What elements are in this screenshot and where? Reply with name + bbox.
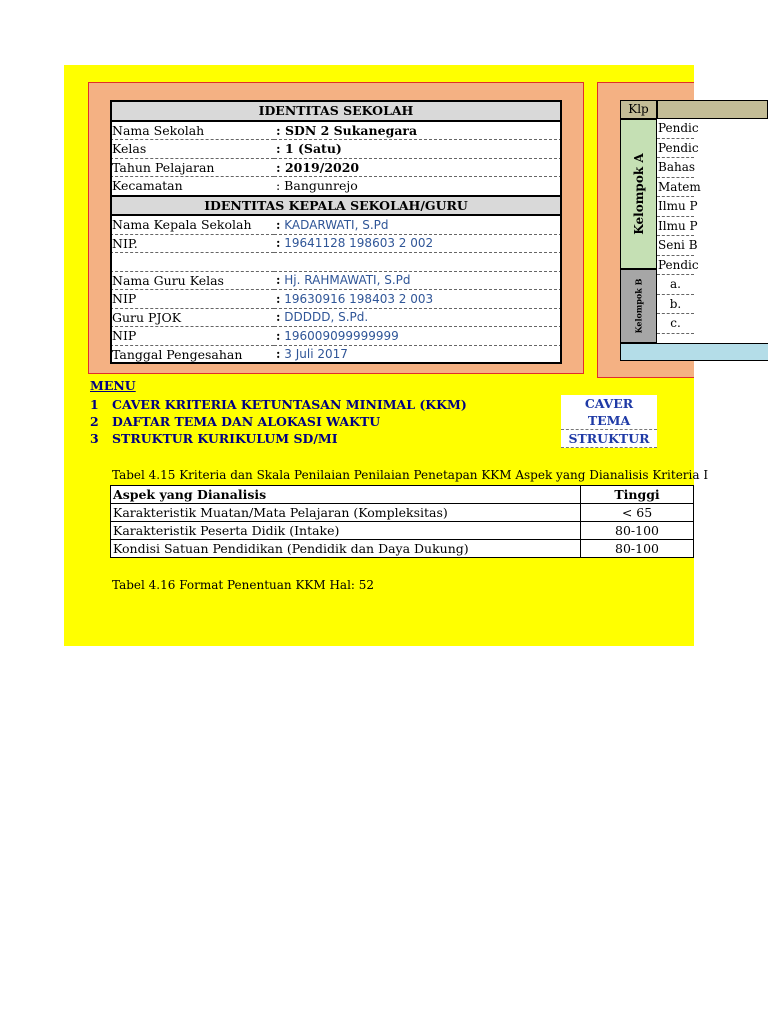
kecamatan-label: Kecamatan bbox=[110, 177, 274, 196]
aspek-cell[interactable]: Karakteristik Muatan/Mata Pelajaran (Kompleksitas) bbox=[111, 504, 581, 522]
subject-a-8[interactable]: Pendic bbox=[657, 256, 694, 276]
subject-a-2[interactable]: Pendic bbox=[657, 139, 694, 159]
subject-b-2[interactable]: b. bbox=[657, 295, 694, 315]
colon: : bbox=[276, 273, 281, 288]
kepala-sekolah-label: Nama Kepala Sekolah bbox=[110, 215, 274, 234]
guru-kelas-label: Nama Guru Kelas bbox=[110, 271, 274, 290]
table-row bbox=[110, 308, 562, 327]
table-row-empty bbox=[110, 253, 562, 272]
guru-kelas-name: Hj. RAHMAWATI, S.Pd bbox=[284, 273, 411, 288]
guru-kelas-value[interactable] bbox=[274, 271, 562, 290]
klp-footer-bar bbox=[620, 343, 768, 361]
subject-a-6[interactable]: Ilmu P bbox=[657, 217, 694, 237]
struktur-button[interactable]: STRUKTUR bbox=[561, 430, 657, 448]
subject-b-1[interactable]: a. bbox=[657, 275, 694, 295]
table-415-caption: Tabel 4.15 Kriteria dan Skala Penilaian Penilaian Penetapan KKM Aspek yang Dianalisis Kriteria I bbox=[112, 468, 709, 482]
table-row bbox=[110, 158, 562, 177]
subject-a-4[interactable]: Matem bbox=[657, 178, 694, 198]
tinggi-cell[interactable]: 80-100 bbox=[581, 540, 694, 558]
nip-kepala-value[interactable] bbox=[274, 234, 562, 253]
subject-a-5[interactable]: Ilmu P bbox=[657, 197, 694, 217]
table-row bbox=[111, 540, 694, 558]
nip-kepala-number: 19641128 198603 2 002 bbox=[284, 236, 434, 251]
kecamatan-value[interactable]: : Bangunrejo bbox=[274, 177, 562, 196]
nip-pjok-value[interactable] bbox=[274, 327, 562, 346]
colon: : bbox=[276, 310, 281, 325]
aspek-header: Aspek yang Dianalisis bbox=[111, 486, 581, 504]
identitas-guru-header: IDENTITAS KEPALA SEKOLAH/GURU bbox=[110, 196, 562, 216]
menu-item-number: 3 bbox=[90, 431, 99, 446]
tinggi-cell[interactable]: 80-100 bbox=[581, 522, 694, 540]
table-row bbox=[111, 522, 694, 540]
menu-item-tema bbox=[90, 414, 380, 429]
tanggal-pengesahan-label: Tanggal Pengesahan bbox=[110, 345, 274, 364]
kkm-criteria-table bbox=[110, 485, 694, 558]
table-row bbox=[110, 345, 562, 364]
tanggal-pengesahan-value[interactable] bbox=[274, 345, 562, 364]
menu-item-label: CAVER KRITERIA KETUNTASAN MINIMAL (KKM) bbox=[112, 397, 467, 412]
kelompok-a-label: Kelompok A bbox=[631, 153, 646, 235]
subject-a-1[interactable]: Pendic bbox=[657, 119, 694, 139]
table-header-row bbox=[111, 486, 694, 504]
menu-item-number: 2 bbox=[90, 414, 99, 429]
guru-pjok-name: DDDDD, S.Pd. bbox=[284, 310, 369, 325]
menu-item-label: STRUKTUR KURIKULUM SD/MI bbox=[112, 431, 338, 446]
menu-item-number: 1 bbox=[90, 397, 99, 412]
table-row bbox=[110, 140, 562, 159]
table-row bbox=[110, 290, 562, 309]
tanggal-pengesahan-date: 3 Juli 2017 bbox=[284, 347, 348, 362]
kelas-label: Kelas bbox=[110, 140, 274, 159]
tinggi-header: Tinggi bbox=[581, 486, 694, 504]
colon: : bbox=[276, 347, 281, 362]
empty-cell bbox=[274, 253, 562, 272]
tahun-pelajaran-value[interactable]: : 2019/2020 bbox=[274, 158, 562, 177]
empty-cell bbox=[110, 253, 274, 272]
subject-a-3[interactable]: Bahas bbox=[657, 158, 694, 178]
table-416-caption: Tabel 4.16 Format Penentuan KKM Hal: 52 bbox=[112, 578, 375, 592]
tema-button[interactable]: TEMA bbox=[561, 412, 657, 430]
table-row bbox=[110, 215, 562, 234]
subject-b-3[interactable]: c. bbox=[657, 314, 694, 334]
colon: : bbox=[276, 217, 281, 232]
colon: : bbox=[276, 236, 281, 251]
menu-item-struktur bbox=[90, 431, 338, 446]
aspek-cell[interactable]: Karakteristik Peserta Didik (Intake) bbox=[111, 522, 581, 540]
subject-list bbox=[657, 119, 701, 353]
tahun-pelajaran-label: Tahun Pelajaran bbox=[110, 158, 274, 177]
kepala-sekolah-name: KADARWATI, S.Pd bbox=[284, 217, 389, 232]
identity-table bbox=[110, 100, 562, 364]
menu-title: MENU bbox=[90, 378, 136, 393]
nip-kepala-label: NIP. bbox=[110, 234, 274, 253]
table-row bbox=[110, 327, 562, 346]
menu-item-caver bbox=[90, 397, 467, 412]
nama-sekolah-value[interactable]: : SDN 2 Sukanegara bbox=[274, 121, 562, 140]
nip-guru-value[interactable] bbox=[274, 290, 562, 309]
nip-guru-label: NIP bbox=[110, 290, 274, 309]
table-row bbox=[111, 504, 694, 522]
guru-pjok-label: Guru PJOK bbox=[110, 308, 274, 327]
kelas-value[interactable]: : 1 (Satu) bbox=[274, 140, 562, 159]
nip-pjok-label: NIP bbox=[110, 327, 274, 346]
menu-item-label: DAFTAR TEMA DAN ALOKASI WAKTU bbox=[112, 414, 381, 429]
table-row bbox=[110, 234, 562, 253]
nip-pjok-number: 196009099999999 bbox=[284, 328, 399, 343]
nama-sekolah-label: Nama Sekolah bbox=[110, 121, 274, 140]
caver-button[interactable]: CAVER bbox=[561, 395, 657, 413]
nip-guru-number: 19630916 198403 2 003 bbox=[284, 291, 434, 306]
kepala-sekolah-value[interactable] bbox=[274, 215, 562, 234]
aspek-cell[interactable]: Kondisi Satuan Pendidikan (Pendidik dan Daya Dukung) bbox=[111, 540, 581, 558]
guru-pjok-value[interactable] bbox=[274, 308, 562, 327]
klp-header-extension bbox=[657, 100, 768, 119]
colon: : bbox=[276, 328, 281, 343]
tinggi-cell[interactable]: < 65 bbox=[581, 504, 694, 522]
kelompok-b-cell bbox=[620, 269, 657, 343]
subject-a-7[interactable]: Seni B bbox=[657, 236, 694, 256]
kelompok-a-cell bbox=[620, 119, 657, 269]
table-row bbox=[110, 177, 562, 196]
table-row bbox=[110, 121, 562, 140]
colon: : bbox=[276, 291, 281, 306]
kelompok-b-label: Kelompok B bbox=[633, 278, 643, 334]
klp-header: Klp bbox=[620, 100, 657, 119]
identitas-sekolah-header: IDENTITAS SEKOLAH bbox=[110, 101, 562, 121]
table-row bbox=[110, 271, 562, 290]
